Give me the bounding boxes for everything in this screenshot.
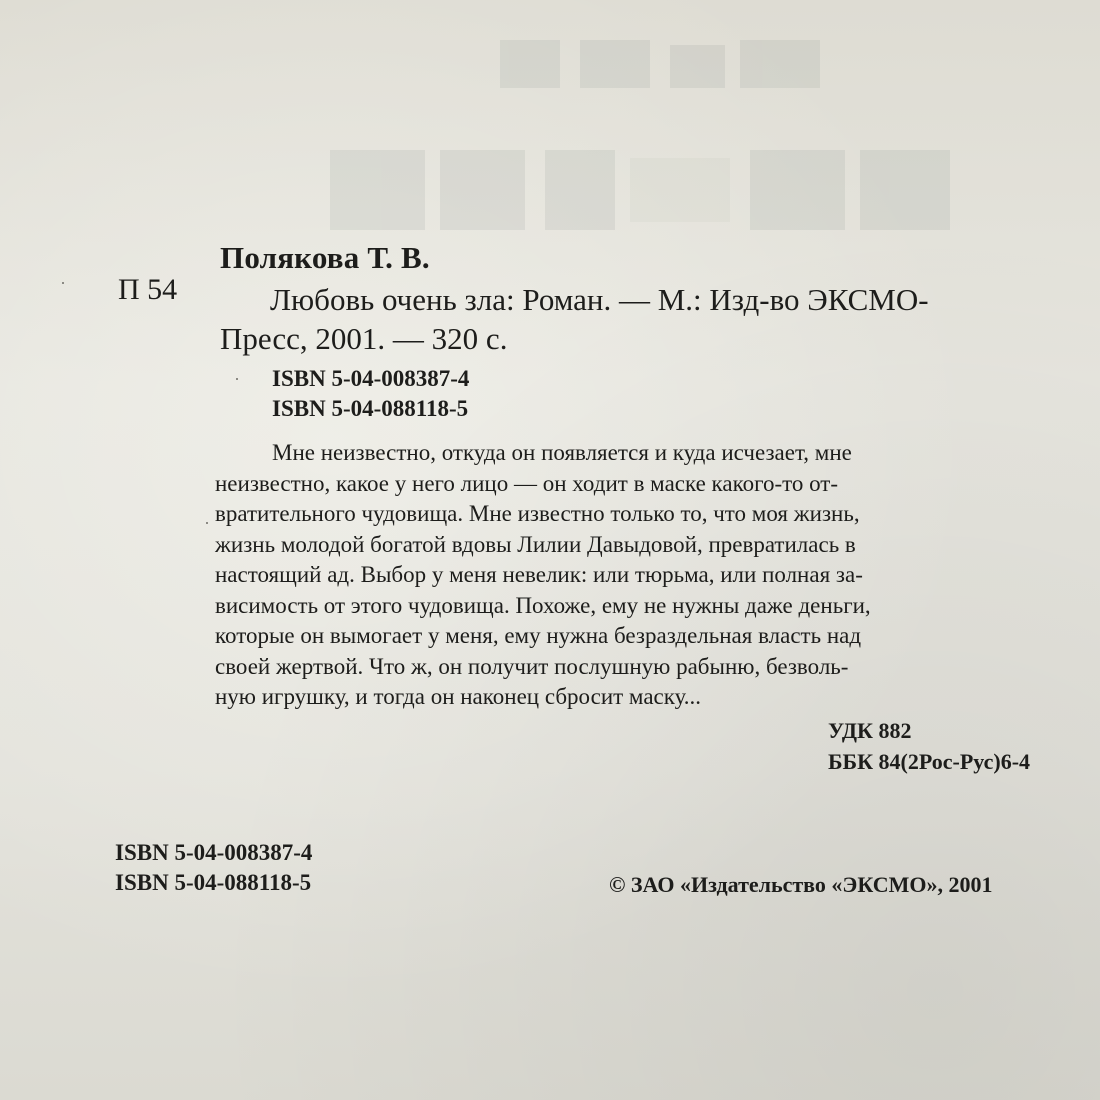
- reverse-side-bleed-through: [330, 40, 970, 230]
- copyright-notice: © ЗАО «Издательство «ЭКСМО», 2001: [609, 872, 993, 897]
- isbn-number: ISBN 5-04-008387-4: [115, 840, 313, 865]
- author-name: Полякова Т. В.: [220, 240, 430, 275]
- annotation-line: неизвестно, какое у него лицо — он ходит в маске какого-то от-: [215, 470, 839, 496]
- annotation-line: своей жертвой. Что ж, он получит послушную рабыню, безволь-: [215, 653, 849, 679]
- annotation-paragraph: [215, 438, 1075, 713]
- annotation-line: ную игрушку, и тогда он наконец сбросит маску...: [215, 684, 702, 709]
- paper-speck: [62, 282, 64, 284]
- annotation-line: вратительного чудовища. Мне известно только то, что моя жизнь,: [215, 501, 860, 526]
- bbk-index: ББК 84(2Рос-Рус)6-4: [828, 749, 1031, 774]
- classification-code: П 54: [118, 273, 178, 306]
- paper-speck: [206, 522, 208, 524]
- udk-index: УДК 882: [828, 718, 912, 743]
- biblio-line: Любовь очень зла: Роман. — М.: Изд-во ЭКСМО-: [270, 282, 929, 317]
- isbn-block-top: [272, 364, 469, 424]
- isbn-number: ISBN 5-04-088118-5: [115, 870, 312, 895]
- annotation-line: Мне неизвестно, откуда он появляется и куда исчезает, мне: [272, 440, 852, 465]
- isbn-number: ISBN 5-04-088118-5: [272, 396, 469, 421]
- classification-indices: [828, 715, 1030, 777]
- paper-speck: [236, 378, 238, 380]
- annotation-line: которые он вымогает у меня, ему нужна безраздельная власть над: [215, 623, 862, 648]
- annotation-line: висимость от этого чудовища. Похоже, ему не нужны даже деньги,: [215, 592, 871, 618]
- annotation-line: настоящий ад. Выбор у меня невелик: или тюрьма, или полная за-: [215, 562, 863, 587]
- biblio-line: Пресс, 2001. — 320 с.: [220, 321, 508, 356]
- isbn-number: ISBN 5-04-008387-4: [272, 366, 470, 391]
- bibliographic-description: [220, 280, 1080, 358]
- isbn-block-bottom: [115, 838, 312, 898]
- annotation-line: жизнь молодой богатой вдовы Лилии Давыдовой, превратилась в: [215, 531, 856, 557]
